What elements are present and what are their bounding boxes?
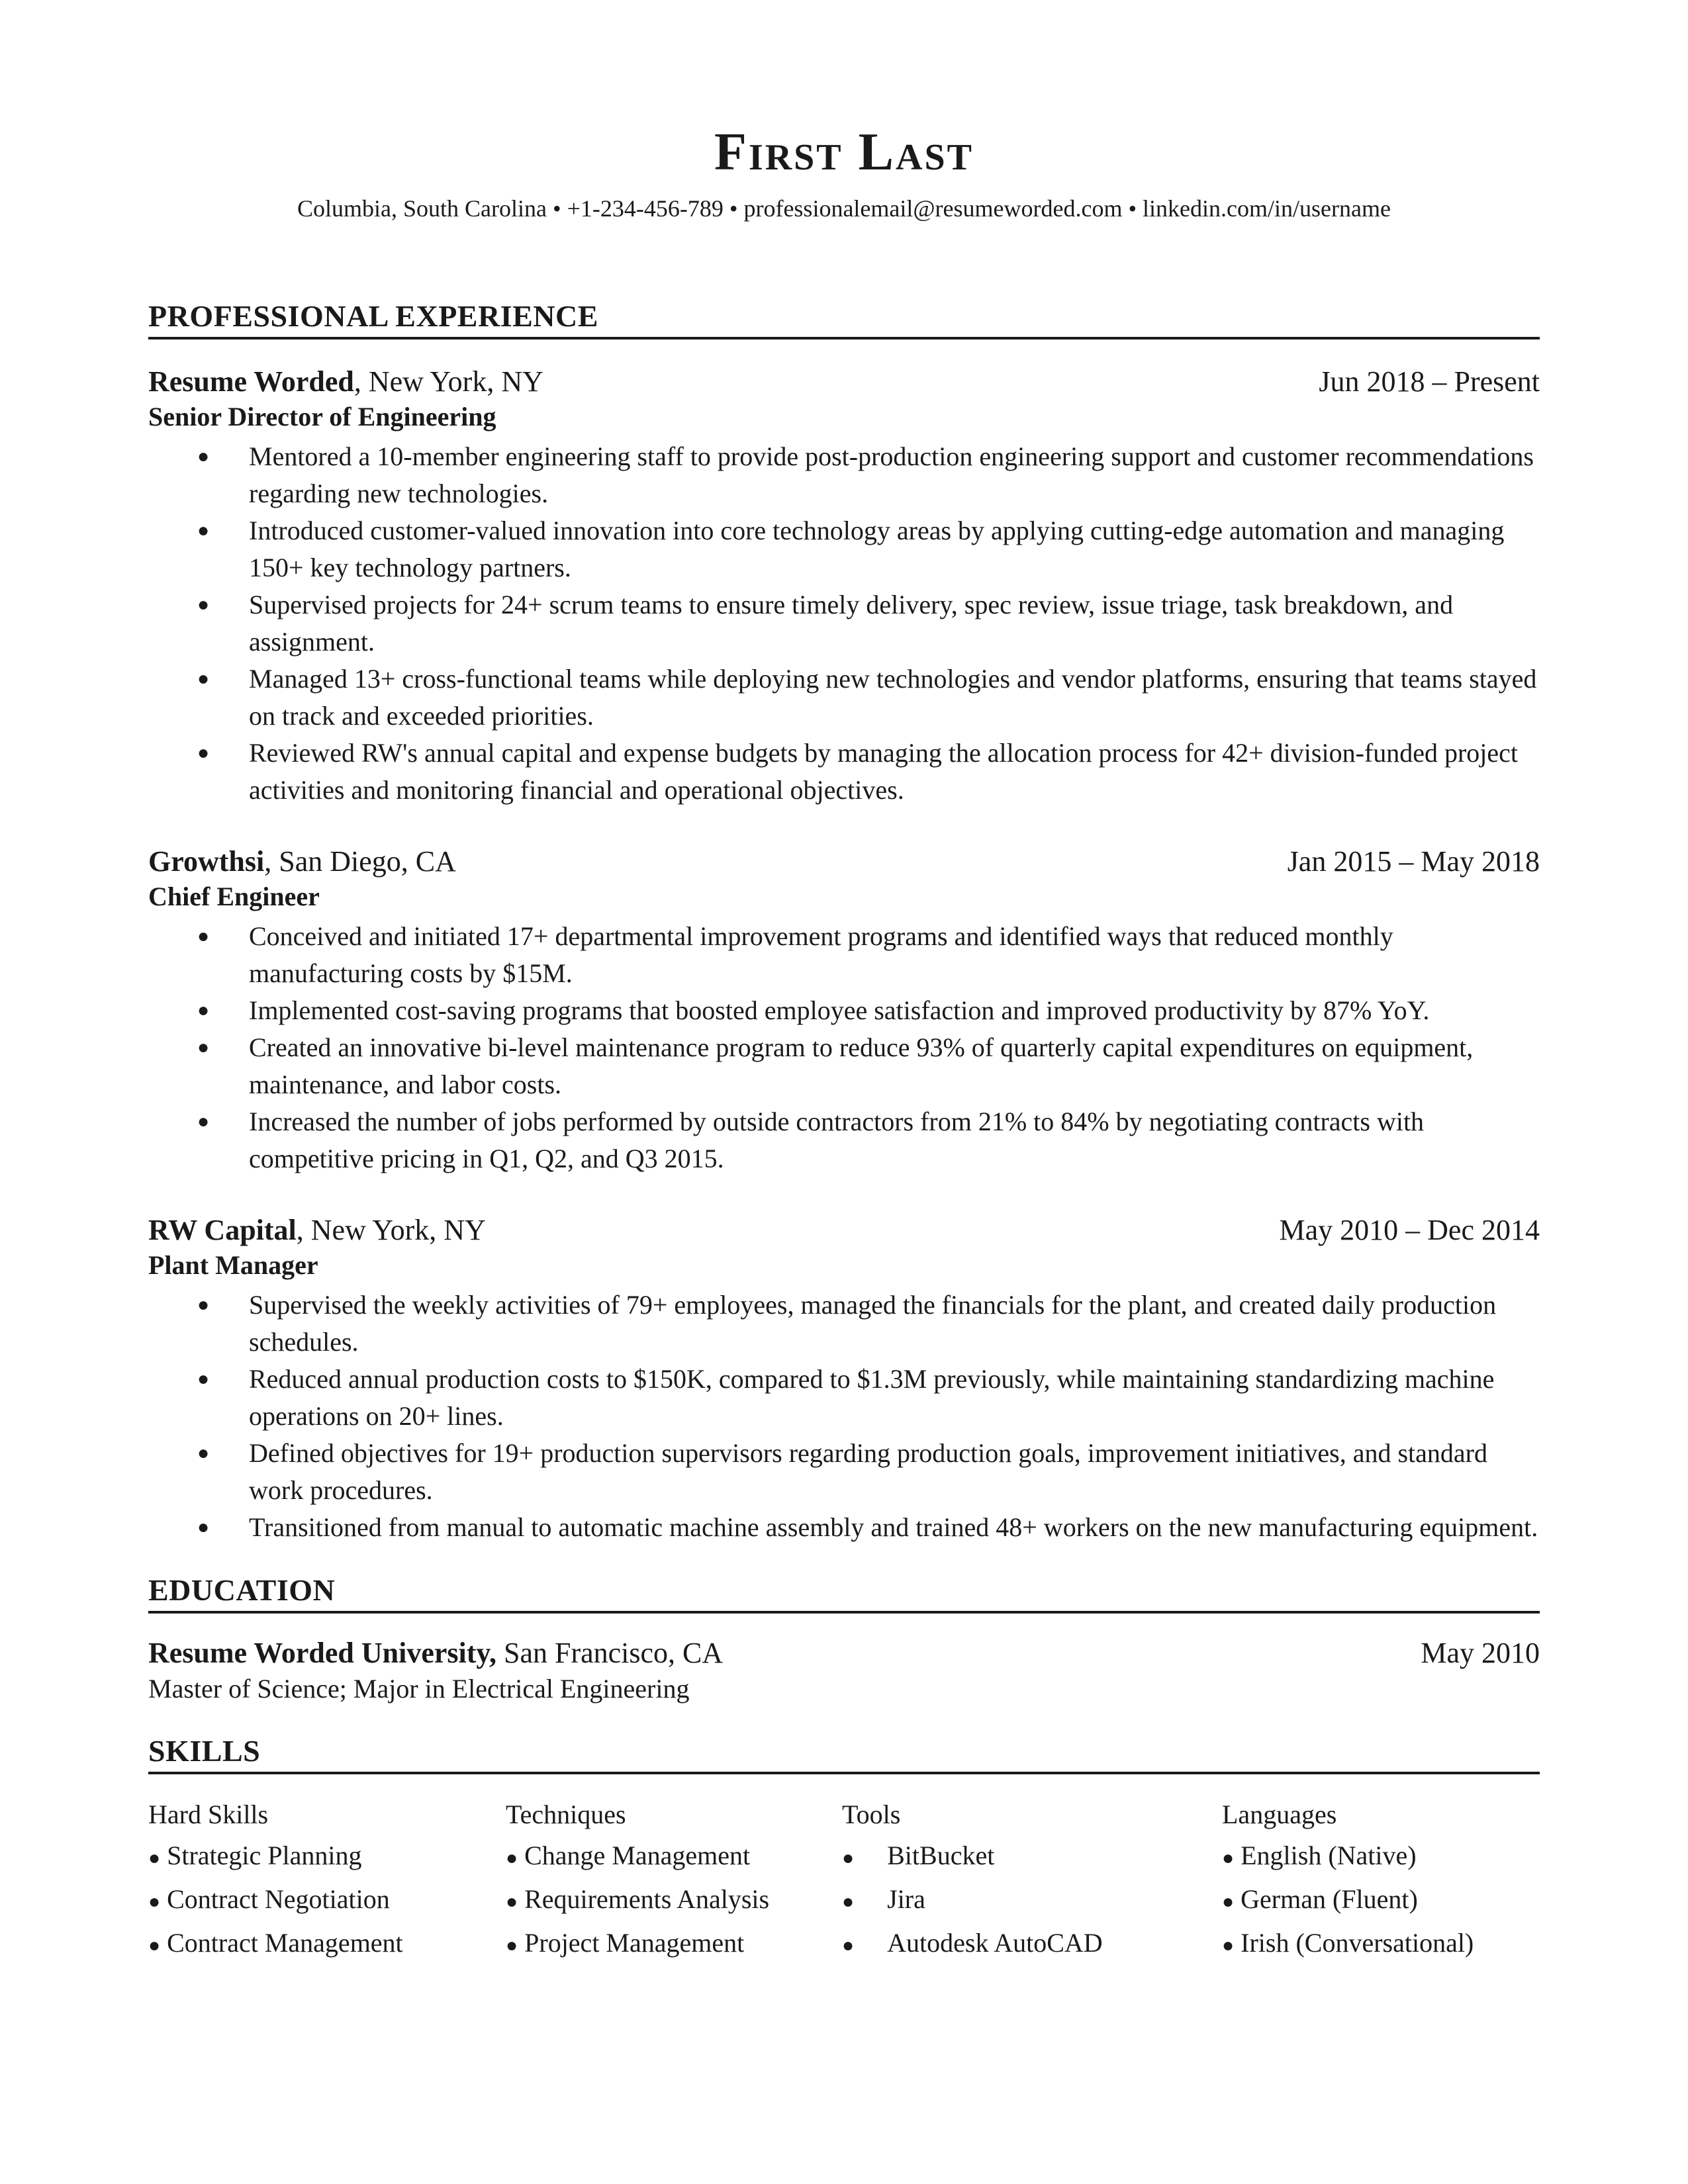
- skill-column-heading: Tools: [842, 1799, 901, 1830]
- degree: Master of Science; Major in Electrical Engineering: [148, 1674, 690, 1704]
- bullet-icon: ●: [148, 1934, 161, 1957]
- job-dates: May 2010 – Dec 2014: [1279, 1214, 1540, 1247]
- bullet-text: Created an innovative bi-level maintenance program to reduce 93% of quarterly capital expenditures on equipment, maintenance, and labor costs.: [249, 1032, 1474, 1100]
- bullet-icon: ●: [506, 1847, 518, 1870]
- job-title: Senior Director of Engineering: [148, 402, 496, 432]
- job-title: Plant Manager: [148, 1250, 318, 1281]
- bullet-icon: ●: [506, 1934, 518, 1957]
- skill-label: Strategic Planning: [167, 1841, 362, 1871]
- skills-grid: [148, 1794, 1540, 1966]
- job-employer: [148, 843, 456, 880]
- bullet-text: Transitioned from manual to automatic machine assembly and trained 48+ workers on the new manufacturing equipment.: [249, 1512, 1538, 1543]
- bullet-icon: ●: [842, 1891, 855, 1913]
- skill-column-heading: Techniques: [506, 1799, 626, 1830]
- bullet-icon: ●: [842, 1934, 855, 1957]
- bullet-text: Introduced customer-valued innovation into core technology areas by applying cutting-edge automation and managing 150+ key technology partners.: [249, 516, 1505, 583]
- skill-item: [148, 1923, 506, 1966]
- bullet-icon: ●: [197, 520, 210, 542]
- skill-item: [506, 1923, 842, 1966]
- bullet-item: [148, 735, 1540, 809]
- skills-heading: SKILLS: [148, 1736, 1540, 1774]
- skill-column: [506, 1794, 842, 1966]
- skill-item: [842, 1835, 1222, 1879]
- bullet-item: [148, 992, 1540, 1029]
- bullet-icon: ●: [197, 1111, 210, 1133]
- job-entry: [148, 843, 1540, 1177]
- bullet-icon: ●: [197, 668, 210, 690]
- company-location: , New York, NY: [353, 365, 543, 398]
- bullet-icon: ●: [197, 1294, 210, 1316]
- skill-item: [506, 1879, 842, 1923]
- bullet-text: Supervised the weekly activities of 79+ employees, managed the financials for the plant, and created daily production schedules.: [249, 1290, 1497, 1357]
- bullet-icon: ●: [148, 1847, 161, 1870]
- bullet-icon: ●: [197, 445, 210, 468]
- bullet-item: [148, 1287, 1540, 1361]
- skill-item: [506, 1835, 842, 1879]
- graduation-date: May 2010: [1421, 1637, 1540, 1670]
- skill-label: Requirements Analysis: [524, 1884, 770, 1915]
- candidate-name: First Last: [714, 123, 974, 181]
- skill-label: Change Management: [524, 1841, 751, 1871]
- bullet-text: Reduced annual production costs to $150K, compared to $1.3M previously, while maintaining standardizing machine operations on 20+ lines.: [249, 1364, 1495, 1432]
- bullet-icon: ●: [197, 594, 210, 616]
- jobs-list: [148, 363, 1540, 1546]
- skill-label: Irish (Conversational): [1241, 1928, 1474, 1958]
- job-header: [148, 1212, 1540, 1248]
- experience-heading: PROFESSIONAL EXPERIENCE: [148, 301, 1540, 340]
- job-bullets: [148, 918, 1540, 1177]
- job-bullets: [148, 1287, 1540, 1546]
- bullet-text: Reviewed RW's annual capital and expense budgets by managing the allocation process for 42+ division-funded project activities and monitoring financial and operational objectives.: [249, 738, 1519, 805]
- bullet-icon: ●: [197, 1036, 210, 1059]
- bullet-item: [148, 1029, 1540, 1103]
- bullet-item: [148, 1361, 1540, 1435]
- job-header: [148, 843, 1540, 880]
- bullet-item: [148, 1509, 1540, 1546]
- job-entry: [148, 363, 1540, 809]
- company-name: Resume Worded: [148, 365, 354, 398]
- experience-section: [148, 301, 1540, 1546]
- bullet-text: Supervised projects for 24+ scrum teams to ensure timely delivery, spec review, issue triage, task breakdown, and assignment.: [249, 590, 1454, 657]
- skill-label: Autodesk AutoCAD: [887, 1928, 1103, 1958]
- bullet-item: [148, 918, 1540, 992]
- company-name: RW Capital: [148, 1214, 297, 1247]
- bullet-text: Increased the number of jobs performed by outside contractors from 21% to 84% by negotiating contracts with competitive pricing in Q1, Q2, and Q3 2015.: [249, 1107, 1425, 1174]
- bullet-item: [148, 512, 1540, 586]
- education-section: [148, 1575, 1540, 1707]
- school-location: San Francisco, CA: [496, 1637, 724, 1670]
- education-entry: [148, 1635, 1540, 1671]
- bullet-icon: ●: [197, 999, 210, 1022]
- job-employer: [148, 1212, 486, 1248]
- skill-label: Jira: [887, 1884, 925, 1915]
- skill-item: [1222, 1879, 1540, 1923]
- bullet-icon: ●: [1222, 1934, 1235, 1957]
- job-title: Chief Engineer: [148, 882, 320, 912]
- job-header: [148, 363, 1540, 400]
- bullet-item: [148, 1435, 1540, 1509]
- bullet-icon: ●: [148, 1891, 161, 1913]
- skill-column: [148, 1794, 506, 1966]
- bullet-icon: ●: [197, 925, 210, 948]
- bullet-icon: ●: [842, 1847, 855, 1870]
- job-dates: Jun 2018 – Present: [1319, 365, 1540, 398]
- skill-item: [1222, 1923, 1540, 1966]
- bullet-item: [148, 660, 1540, 735]
- company-location: , San Diego, CA: [264, 845, 456, 878]
- skill-item: [148, 1835, 506, 1879]
- company-location: , New York, NY: [296, 1214, 486, 1247]
- bullet-icon: ●: [197, 1516, 210, 1539]
- skill-item: [842, 1923, 1222, 1966]
- education-institution: [148, 1635, 723, 1671]
- bullet-icon: ●: [197, 742, 210, 764]
- bullet-icon: ●: [197, 1368, 210, 1390]
- skill-label: Project Management: [524, 1928, 745, 1958]
- bullet-item: [148, 1103, 1540, 1177]
- job-employer: [148, 363, 543, 400]
- skill-column-heading: Hard Skills: [148, 1799, 269, 1830]
- school-name: Resume Worded University,: [148, 1637, 496, 1670]
- job-entry: [148, 1212, 1540, 1546]
- skills-section: [148, 1736, 1540, 1966]
- bullet-text: Defined objectives for 19+ production supervisors regarding production goals, improvement initiatives, and standard work procedures.: [249, 1438, 1487, 1506]
- bullet-item: [148, 586, 1540, 660]
- skill-column: [1222, 1794, 1540, 1966]
- bullet-text: Mentored a 10-member engineering staff to provide post-production engineering support and customer recommendations regarding new technologies.: [249, 441, 1534, 509]
- skill-label: Contract Management: [167, 1928, 403, 1958]
- bullet-text: Implemented cost-saving programs that boosted employee satisfaction and improved productivity by 87% YoY.: [249, 995, 1430, 1026]
- skill-item: [842, 1879, 1222, 1923]
- contact-line: Columbia, South Carolina • +1-234-456-789 • professionalemail@resumeworded.com • linkedin.com/in/username: [297, 195, 1391, 222]
- skill-column: [842, 1794, 1222, 1966]
- bullet-icon: ●: [197, 1442, 210, 1465]
- bullet-text: Conceived and initiated 17+ departmental improvement programs and identified ways that reduced monthly manufacturing costs by $15M.: [249, 921, 1393, 989]
- company-name: Growthsi: [148, 845, 265, 878]
- education-heading: EDUCATION: [148, 1575, 1540, 1614]
- bullet-icon: ●: [1222, 1847, 1235, 1870]
- bullet-icon: ●: [1222, 1891, 1235, 1913]
- bullet-icon: ●: [506, 1891, 518, 1913]
- skill-item: [148, 1879, 506, 1923]
- skill-label: Contract Negotiation: [167, 1884, 390, 1915]
- skill-label: English (Native): [1241, 1841, 1417, 1871]
- skill-label: German (Fluent): [1241, 1884, 1418, 1915]
- skill-item: [1222, 1835, 1540, 1879]
- job-bullets: [148, 438, 1540, 809]
- bullet-item: [148, 438, 1540, 512]
- skill-column-heading: Languages: [1222, 1799, 1337, 1830]
- skill-label: BitBucket: [887, 1841, 995, 1871]
- job-dates: Jan 2015 – May 2018: [1287, 845, 1540, 878]
- bullet-text: Managed 13+ cross-functional teams while deploying new technologies and vendor platforms, ensuring that teams stayed on track and exceeded priorities.: [249, 664, 1537, 731]
